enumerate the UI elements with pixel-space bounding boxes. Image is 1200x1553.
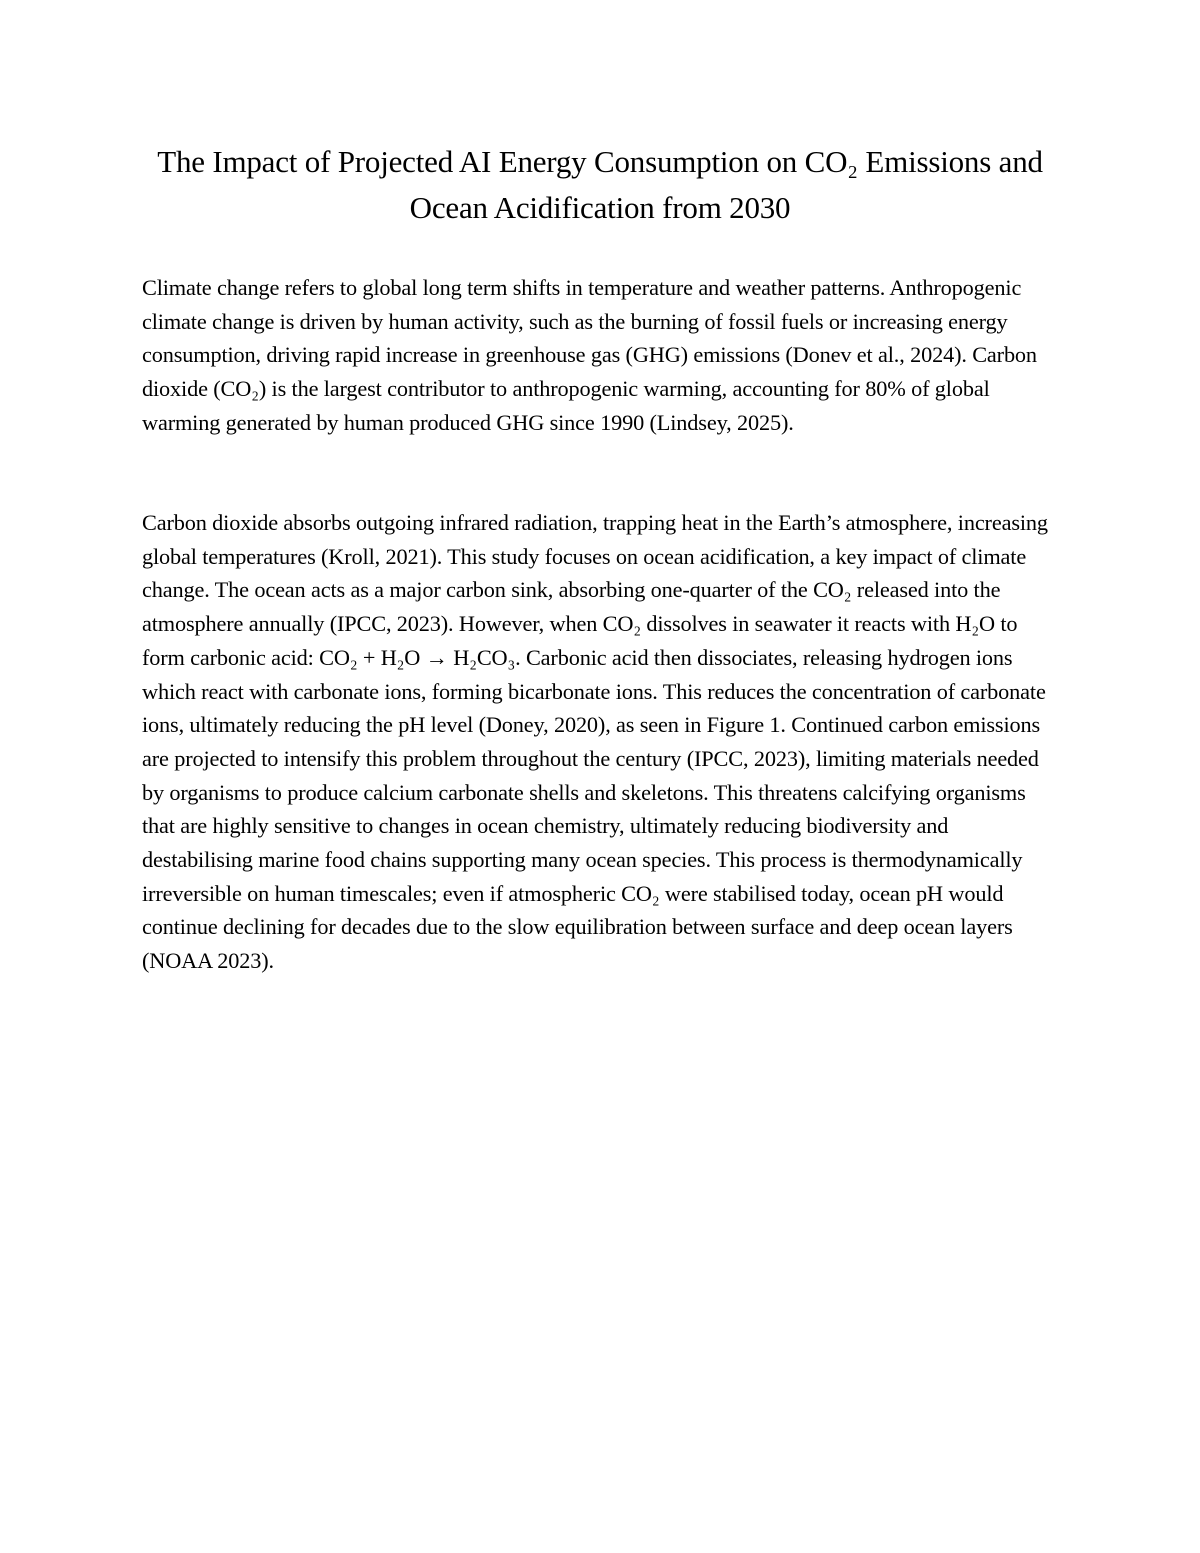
paragraph-climate-change: Climate change refers to global long term shifts in temperature and weather patterns. Anthropogenic climate change is driven by human activity, such as the burning of fossil fuels or increasing energy consumption, driving rapid increase in greenhouse gas (GHG) emissions (Donev et al., 2024). Carbon dioxide (CO₂) is the largest contributor to anthropogenic warming, accounting for 80% of global warming generated by human produced GHG since 1990 (Lindsey, 2025).: [142, 275, 1037, 435]
document-title: The Impact of Projected AI Energy Consumption on CO₂ Emissions and Ocean Acidification from 2030: [157, 144, 1043, 225]
paragraph-ocean-acidification: Carbon dioxide absorbs outgoing infrared radiation, trapping heat in the Earth’s atmosphere, increasing global temperatures (Kroll, 2021). This study focuses on ocean acidification, a key impact of climate change. The ocean acts as a major carbon sink, absorbing one-quarter of the CO₂ released into the atmosphere annually (IPCC, 2023). However, when CO₂ dissolves in seawater it reacts with H₂O to form carbonic acid: CO₂ + H₂O → H₂CO₃. Carbonic acid then dissociates, releasing hydrogen ions which react with carbonate ions, forming bicarbonate ions. This reduces the concentration of carbonate ions, ultimately reducing the pH level (Doney, 2020), as seen in Figure 1. Continued carbon emissions are projected to intensify this problem throughout the century (IPCC, 2023), limiting materials needed by organisms to produce calcium carbonate shells and skeletons. This threatens calcifying organisms that are highly sensitive to changes in ocean chemistry, ultimately reducing biodiversity and destabilising marine food chains supporting many ocean species. This process is thermodynamically irreversible on human timescales; even if atmospheric CO₂ were stabilised today, ocean pH would continue declining for decades due to the slow equilibration between surface and deep ocean layers (NOAA 2023).: [142, 510, 1048, 974]
